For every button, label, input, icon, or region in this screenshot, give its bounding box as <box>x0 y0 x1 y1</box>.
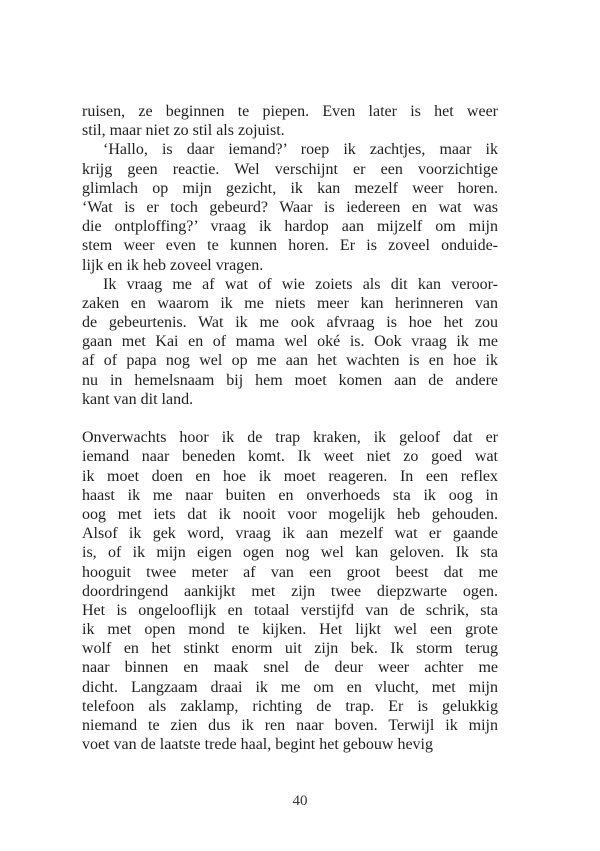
text-line: Alsof ik gek word, vraag ik aan mezelf wat er gaande <box>82 525 498 543</box>
page-number: 40 <box>292 793 308 809</box>
text-line: wolf en het stinkt enorm uit zijn bek. Ik storm terug <box>82 640 498 658</box>
text-line: af of papa nog wel op me aan het wachten is en hoe ik <box>82 352 498 370</box>
text-line: gaan met Kai en of mama wel oké is. Ook vraag ik me <box>82 333 498 351</box>
text-line: niemand te zien dus ik ren naar boven. Terwijl ik mijn <box>82 717 498 734</box>
paragraph <box>82 102 498 140</box>
text-line: krijg geen reactie. Wel verschijnt er een voorzichtige <box>82 160 498 178</box>
text-line: iemand naar beneden komt. Ik weet niet zo goed wat <box>82 448 498 466</box>
text-line: hooguit twee meter af van een groot beest dat me <box>82 563 498 581</box>
page-body <box>82 102 498 754</box>
text-line: stil, maar niet zo stil als zojuist. <box>82 122 285 140</box>
text-line: stem weer even te kunnen horen. Er is zoveel onduide- <box>82 237 498 255</box>
text-line: ‘Hallo, is daar iemand?’ roep ik zachtjes, maar ik <box>103 141 498 159</box>
text-line: voet van de laatste trede haal, begint het gebouw hevig <box>82 736 433 754</box>
text-line: die ontploffing?’ vraag ik hardop aan mijzelf om mijn <box>82 218 498 236</box>
text-line: nu in hemelsnaam bij hem moet komen aan de andere <box>82 371 498 389</box>
text-line: glimlach op mijn gezicht, ik kan mezelf weer horen. <box>82 179 498 197</box>
text-line: oog met iets dat ik nooit voor mogelijk heb gehouden. <box>82 505 498 523</box>
paragraph <box>82 140 498 274</box>
paragraph <box>82 275 498 409</box>
text-line: telefoon als zaklamp, richting de trap. Er is gelukkig <box>82 697 498 715</box>
text-line: ruisen, ze beginnen te piepen. Even later is het weer <box>82 103 498 120</box>
text-line: doordringend aankijkt met zijn twee diepzwarte ogen. <box>82 582 498 600</box>
text-line: Onverwachts hoor ik de trap kraken, ik geloof dat er <box>82 429 498 447</box>
text-line: ik met open mond te kijken. Het lijkt wel een grote <box>82 621 498 639</box>
section-break <box>82 409 498 428</box>
text-line: is, of ik mijn eigen ogen nog wel kan geloven. Ik sta <box>82 544 498 562</box>
text-line: ‘Wat is er toch gebeurd? Waar is iedereen en wat was <box>82 198 498 216</box>
text-line: Het is ongelooflijk en totaal verstijfd van de schrik, sta <box>82 601 498 619</box>
text-line: haast ik me naar buiten en onverhoeds sta ik oog in <box>82 486 498 504</box>
text-line: de gebeurtenis. Wat ik me ook afvraag is hoe het zou <box>82 314 498 332</box>
text-line: ik moet doen en hoe ik moet reageren. In een reflex <box>82 467 498 485</box>
text-line: kant van dit land. <box>82 390 194 408</box>
text-line: lijk en ik heb zoveel vragen. <box>82 256 264 274</box>
text-line: naar binnen en maak snel de deur weer achter me <box>82 659 498 677</box>
paragraph <box>82 428 498 754</box>
text-line: zaken en waarom ik me niets meer kan herinneren van <box>82 294 498 312</box>
text-line: Ik vraag me af wat of wie zoiets als dit kan veroor- <box>103 275 498 293</box>
text-line: dicht. Langzaam draai ik me om en vlucht, met mijn <box>82 678 498 696</box>
